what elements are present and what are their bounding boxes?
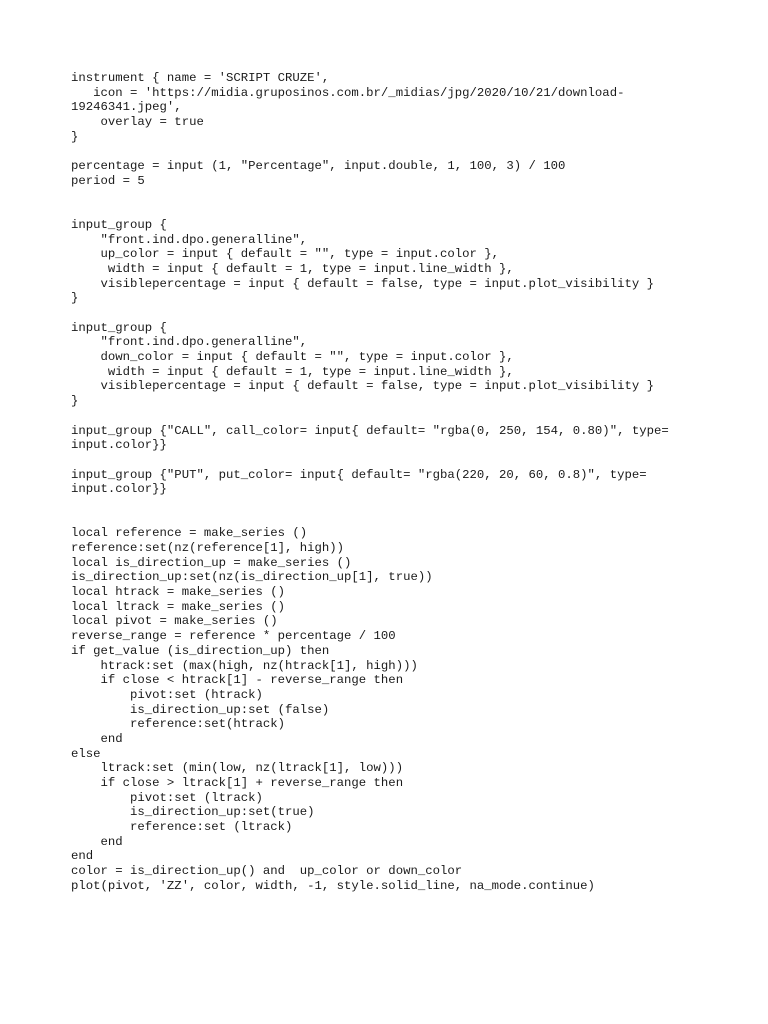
code-line: if close > ltrack[1] + reverse_range then	[71, 776, 404, 790]
code-line: period = 5	[71, 173, 145, 188]
code-line: icon = 'https://midia.gruposinos.com.br/_midias/jpg/2020/10/21/download-	[71, 85, 625, 100]
code-line: input.color}}	[71, 438, 167, 453]
code-line: width = input { default = 1, type = input.line_width },	[71, 364, 514, 379]
code-line: ltrack:set (min(low, nz(ltrack[1], low)))	[71, 761, 404, 776]
code-line: visiblepercentage = input { default = false, type = input.plot_visibility }	[71, 276, 654, 291]
code-line	[71, 306, 751, 321]
code-line: if close < htrack[1] - reverse_range then	[71, 673, 404, 688]
code-line: input_group {"CALL", call_color= input{ default= "rgba(0, 250, 154, 0.80)", type=	[71, 423, 669, 438]
code-line	[71, 144, 751, 159]
code-line: instrument { name = 'SCRIPT CRUZE',	[71, 71, 330, 85]
code-block	[71, 71, 751, 894]
code-line: }	[71, 129, 79, 144]
code-line	[71, 409, 751, 424]
code-line: color = is_direction_up() and up_color or down_color	[71, 864, 463, 879]
code-line: end	[71, 834, 123, 849]
code-line: reference:set(nz(reference[1], high))	[71, 541, 345, 555]
code-line: is_direction_up:set(nz(is_direction_up[1], true))	[71, 570, 433, 585]
code-line: width = input { default = 1, type = input.line_width },	[71, 261, 514, 276]
code-line	[71, 203, 751, 218]
code-line	[71, 189, 751, 204]
code-line: "front.ind.dpo.generalline",	[71, 232, 308, 247]
code-line: else	[71, 746, 101, 761]
code-line: }	[71, 394, 79, 409]
code-line: up_color = input { default = "", type = input.color },	[71, 247, 500, 262]
code-line: if get_value (is_direction_up) then	[71, 643, 330, 658]
code-line: is_direction_up:set (false)	[71, 702, 330, 717]
code-line: overlay = true	[71, 115, 204, 130]
code-line: plot(pivot, 'ZZ', color, width, -1, style.solid_line, na_mode.continue)	[71, 878, 595, 893]
code-line: input_group {	[71, 320, 167, 335]
code-line	[71, 512, 751, 527]
code-line: htrack:set (max(high, nz(htrack[1], high)))	[71, 658, 418, 673]
code-line: local reference = make_series ()	[71, 526, 308, 541]
code-line: percentage = input (1, "Percentage", input.double, 1, 100, 3) / 100	[71, 159, 566, 174]
code-line: 19246341.jpeg',	[71, 100, 182, 115]
code-line: "front.ind.dpo.generalline",	[71, 335, 308, 350]
code-line: input_group {	[71, 217, 167, 232]
code-line: local ltrack = make_series ()	[71, 599, 286, 614]
code-line: pivot:set (ltrack)	[71, 790, 263, 805]
code-line: input.color}}	[71, 482, 167, 497]
code-line: is_direction_up:set(true)	[71, 805, 315, 820]
code-line: local pivot = make_series ()	[71, 614, 278, 629]
code-line: input_group {"PUT", put_color= input{ default= "rgba(220, 20, 60, 0.8)", type=	[71, 467, 647, 482]
code-line: visiblepercentage = input { default = false, type = input.plot_visibility }	[71, 379, 654, 394]
code-line: reference:set(htrack)	[71, 717, 286, 732]
code-line: }	[71, 291, 79, 306]
code-line: reverse_range = reference * percentage / 100	[71, 629, 396, 644]
code-line: down_color = input { default = "", type = input.color },	[71, 350, 514, 365]
code-line: end	[71, 849, 94, 864]
code-line: pivot:set (htrack)	[71, 687, 263, 702]
code-line	[71, 453, 751, 468]
code-line: reference:set (ltrack)	[71, 820, 293, 835]
code-line: local htrack = make_series ()	[71, 585, 286, 600]
code-line: end	[71, 731, 123, 746]
code-line	[71, 497, 751, 512]
code-line: local is_direction_up = make_series ()	[71, 555, 352, 570]
